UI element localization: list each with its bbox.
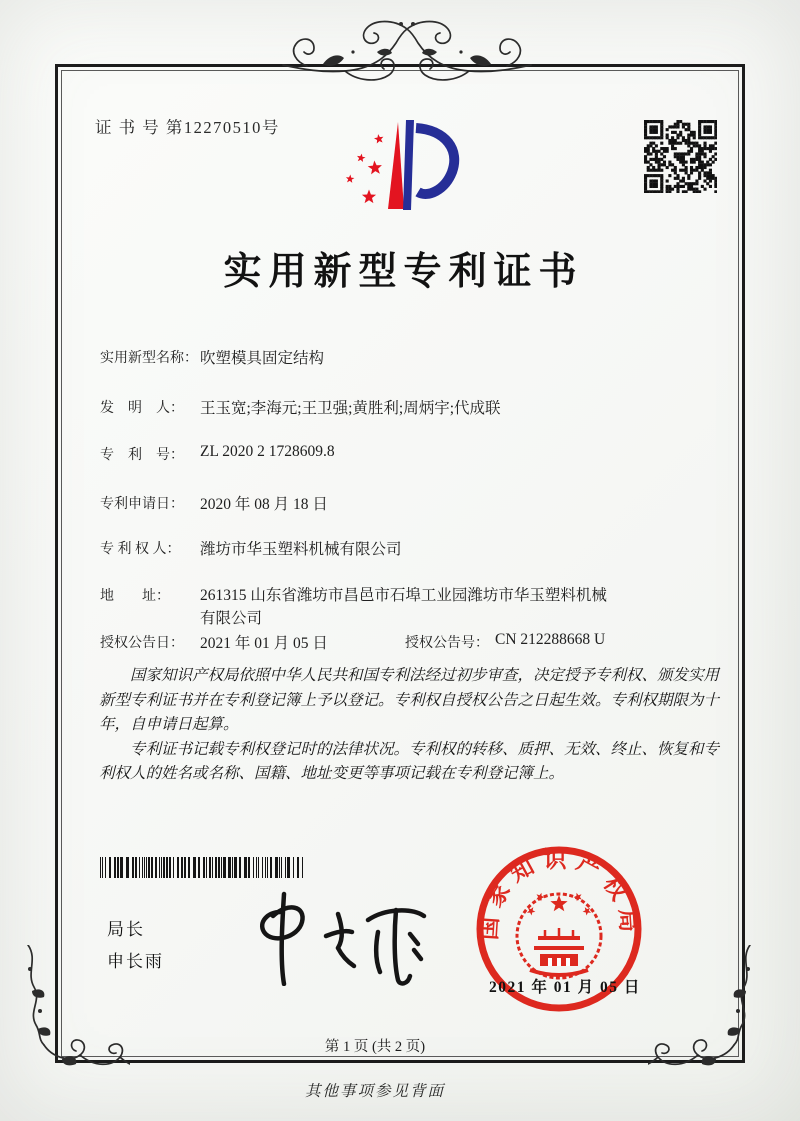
- page-number: 第 1 页 (共 2 页): [324, 1039, 426, 1055]
- field-row-patentee: [100, 537, 402, 559]
- back-side-note: 其他事项参见背面: [304, 1083, 445, 1100]
- director-signature: [228, 886, 428, 986]
- qr-code: [644, 120, 717, 193]
- certificate-title: 实用新型专利证书: [223, 251, 584, 293]
- field-value: 潍坊市华玉塑料机械有限公司: [200, 541, 402, 558]
- field-row-patent-no: [100, 443, 335, 464]
- field-pair-grant-no: [405, 631, 605, 652]
- field-row-filing-date: [100, 492, 328, 514]
- signatory-role: 局长: [107, 920, 145, 939]
- field-value: 吹塑模具固定结构: [200, 350, 325, 367]
- field-row-grant: [100, 631, 720, 653]
- barcode: [100, 857, 308, 878]
- star-icon: [346, 175, 355, 183]
- field-row-name: [100, 346, 324, 368]
- logo-stars: [346, 134, 384, 203]
- ornament-bottom-right: [648, 945, 760, 1077]
- star-icon: [574, 893, 582, 902]
- star-icon: [550, 895, 567, 911]
- star-icon: [583, 907, 592, 915]
- cnipa-logo: [338, 106, 480, 220]
- field-row-inventors: [100, 396, 501, 418]
- field-label: 授权公告号：: [405, 636, 489, 651]
- field-label: 发 明 人：: [100, 401, 184, 416]
- field-value: 王玉宽;李海元;王卫强;黄胜利;周炳宇;代成联: [200, 400, 501, 417]
- star-icon: [362, 190, 376, 204]
- field-label: 地 址：: [100, 589, 170, 604]
- field-label: 专 利 号：: [100, 448, 184, 463]
- star-icon: [357, 154, 366, 162]
- certificate-number: 证 书 号 第12270510号: [95, 118, 280, 137]
- field-value: 261315 山东省潍坊市昌邑市石埠工业园潍坊市华玉塑料机械有限公司: [200, 587, 607, 627]
- star-icon: [368, 161, 382, 175]
- field-value: ZL 2020 2 1728609.8: [200, 443, 335, 460]
- logo-red-wedge: [388, 122, 404, 209]
- field-value: CN 212288668 U: [495, 631, 606, 648]
- field-value: 2021 年 01 月 05 日: [200, 635, 328, 652]
- field-label: 专利申请日：: [100, 497, 184, 512]
- star-icon: [536, 893, 544, 902]
- legal-paragraph-2: 专利证书记载专利权登记时的法律状况。专利权的转移、质押、无效、终止、恢复和专利权人的姓名或名称、国籍、地址变更等事项记载在专利登记簿上。: [99, 740, 720, 783]
- field-value: 2020 年 08 月 18 日: [200, 496, 328, 513]
- field-label: 专 利 权 人：: [100, 542, 181, 557]
- logo-blue-bar: [403, 120, 414, 210]
- national-emblem: [517, 893, 601, 978]
- logo-p-bowl: [416, 128, 454, 194]
- seal-date: 2021 年 01 月 05 日: [489, 979, 641, 996]
- star-icon: [374, 134, 383, 143]
- field-row-address: [100, 584, 620, 630]
- legal-text: [99, 664, 723, 787]
- field-label: 实用新型名称：: [100, 351, 198, 366]
- field-label: 授权公告日：: [100, 636, 184, 651]
- ornament-top-center: [281, 8, 533, 100]
- signatory-name: 申长雨: [107, 952, 164, 971]
- star-icon: [527, 907, 536, 915]
- seal-ring-text: 国家知识产权局: [476, 847, 642, 941]
- legal-paragraph-1: 国家知识产权局依照中华人民共和国专利法经过初步审查，决定授予专利权、颁发实用新型专利证书并在专利登记簿上予以登记。专利权自授权公告之日起生效。专利权期限为十年，自申请日起算。: [99, 667, 720, 734]
